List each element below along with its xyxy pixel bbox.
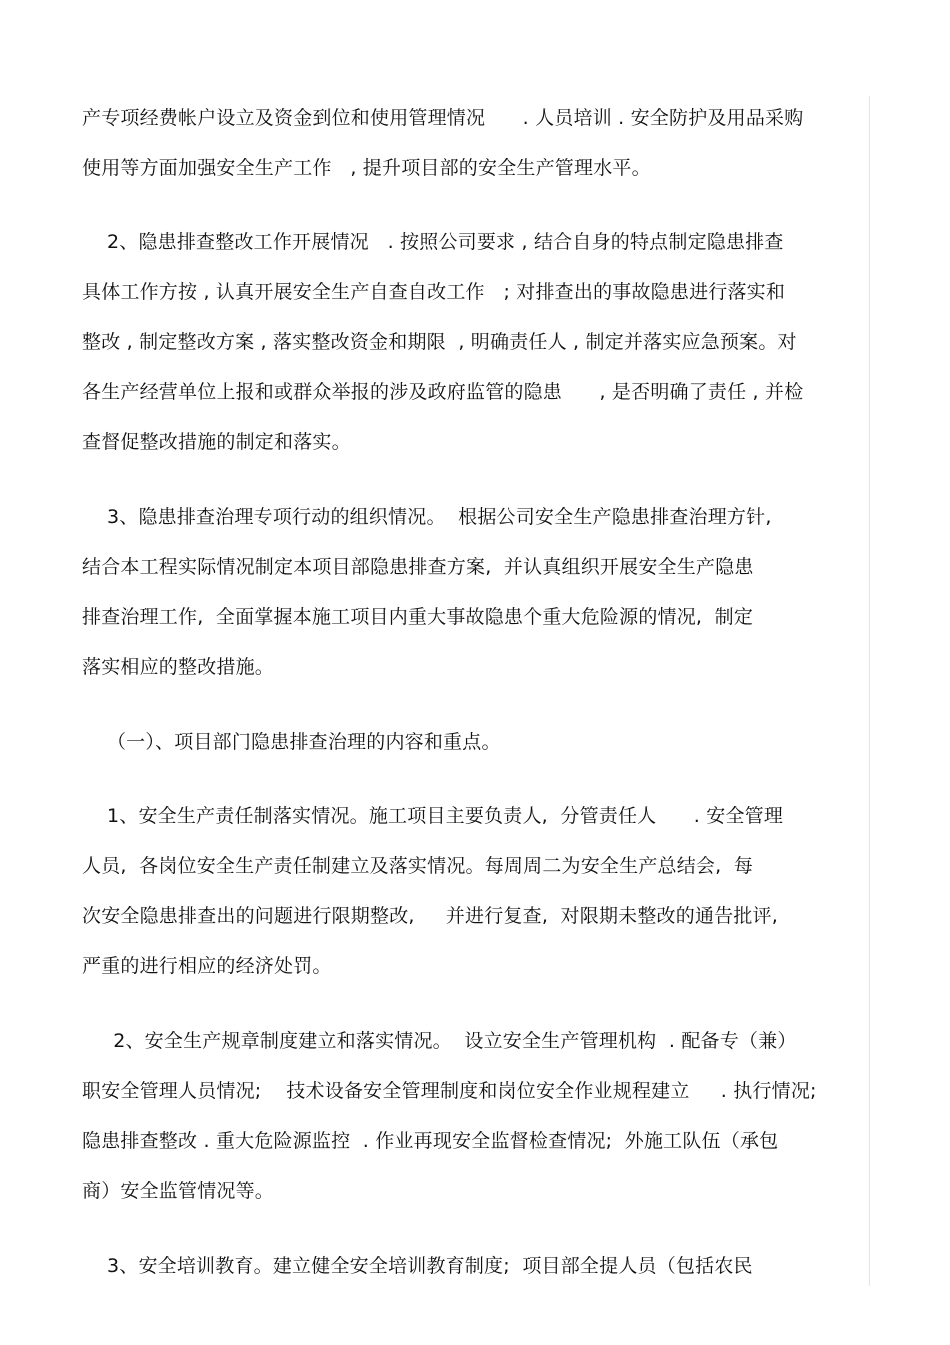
text-line: 商）安全监管情况等。	[82, 1180, 275, 1202]
text-line: 1、安全生产责任制落实情况。施工项目主要负责人, 分管责任人 . 安全管理	[82, 805, 784, 827]
text-line: 职安全管理人员情况; 技术设备安全管理制度和岗位安全作业规程建立 . 执行情况;	[82, 1080, 817, 1102]
text-line: 查督促整改措施的制定和落实。	[82, 431, 351, 453]
text-line: 整改 , 制定整改方案 , 落实整改资金和期限 , 明确责任人 , 制定并落实应急预案。对	[82, 331, 797, 353]
text-line: 具体工作方按 , 认真开展安全生产自查自改工作 ; 对排查出的事故隐患进行落实和	[82, 281, 786, 303]
text-line: 结合本工程实际情况制定本项目部隐患排查方案, 并认真组织开展安全生产隐患	[82, 556, 754, 578]
text-line: 严重的进行相应的经济处罚。	[82, 955, 332, 977]
text-line: 3、隐患排查治理专项行动的组织情况。 根据公司安全生产隐患排查治理方针,	[82, 506, 772, 528]
text-line: 隐患排查整改 . 重大危险源监控 . 作业再现安全监督检查情况; 外施工队伍（承包	[82, 1130, 779, 1152]
text-line: 落实相应的整改措施。	[82, 656, 275, 678]
text-line: 人员, 各岗位安全生产责任制建立及落实情况。每周周二为安全生产总结会, 每	[82, 855, 754, 877]
text-line: 各生产经营单位上报和或群众举报的涉及政府监管的隐患 , 是否明确了责任 , 并检	[82, 381, 804, 403]
section-heading: （一）、项目部门隐患排查治理的内容和重点。	[82, 731, 501, 753]
text-line: 排查治理工作, 全面掌握本施工项目内重大事故隐患个重大危险源的情况, 制定	[82, 606, 754, 628]
text-line: 2、隐患排查整改工作开展情况 . 按照公司要求 , 结合自身的特点制定隐患排查	[82, 231, 784, 253]
text-line: 使用等方面加强安全生产工作 , 提升项目部的安全生产管理水平。	[82, 157, 651, 179]
page-edge	[869, 96, 870, 1286]
text-line: 次安全隐患排查出的问题进行限期整改, 并进行复查, 对限期未整改的通告批评,	[82, 905, 778, 927]
text-line: 3、安全培训教育。建立健全安全培训教育制度; 项目部全提人员（包括农民	[82, 1255, 753, 1277]
text-line: 产专项经费帐户设立及资金到位和使用管理情况 . 人员培训 . 安全防护及用品采购	[82, 107, 804, 129]
text-line: 2、安全生产规章制度建立和落实情况。 设立安全生产管理机构 . 配备专（兼）	[82, 1030, 797, 1052]
